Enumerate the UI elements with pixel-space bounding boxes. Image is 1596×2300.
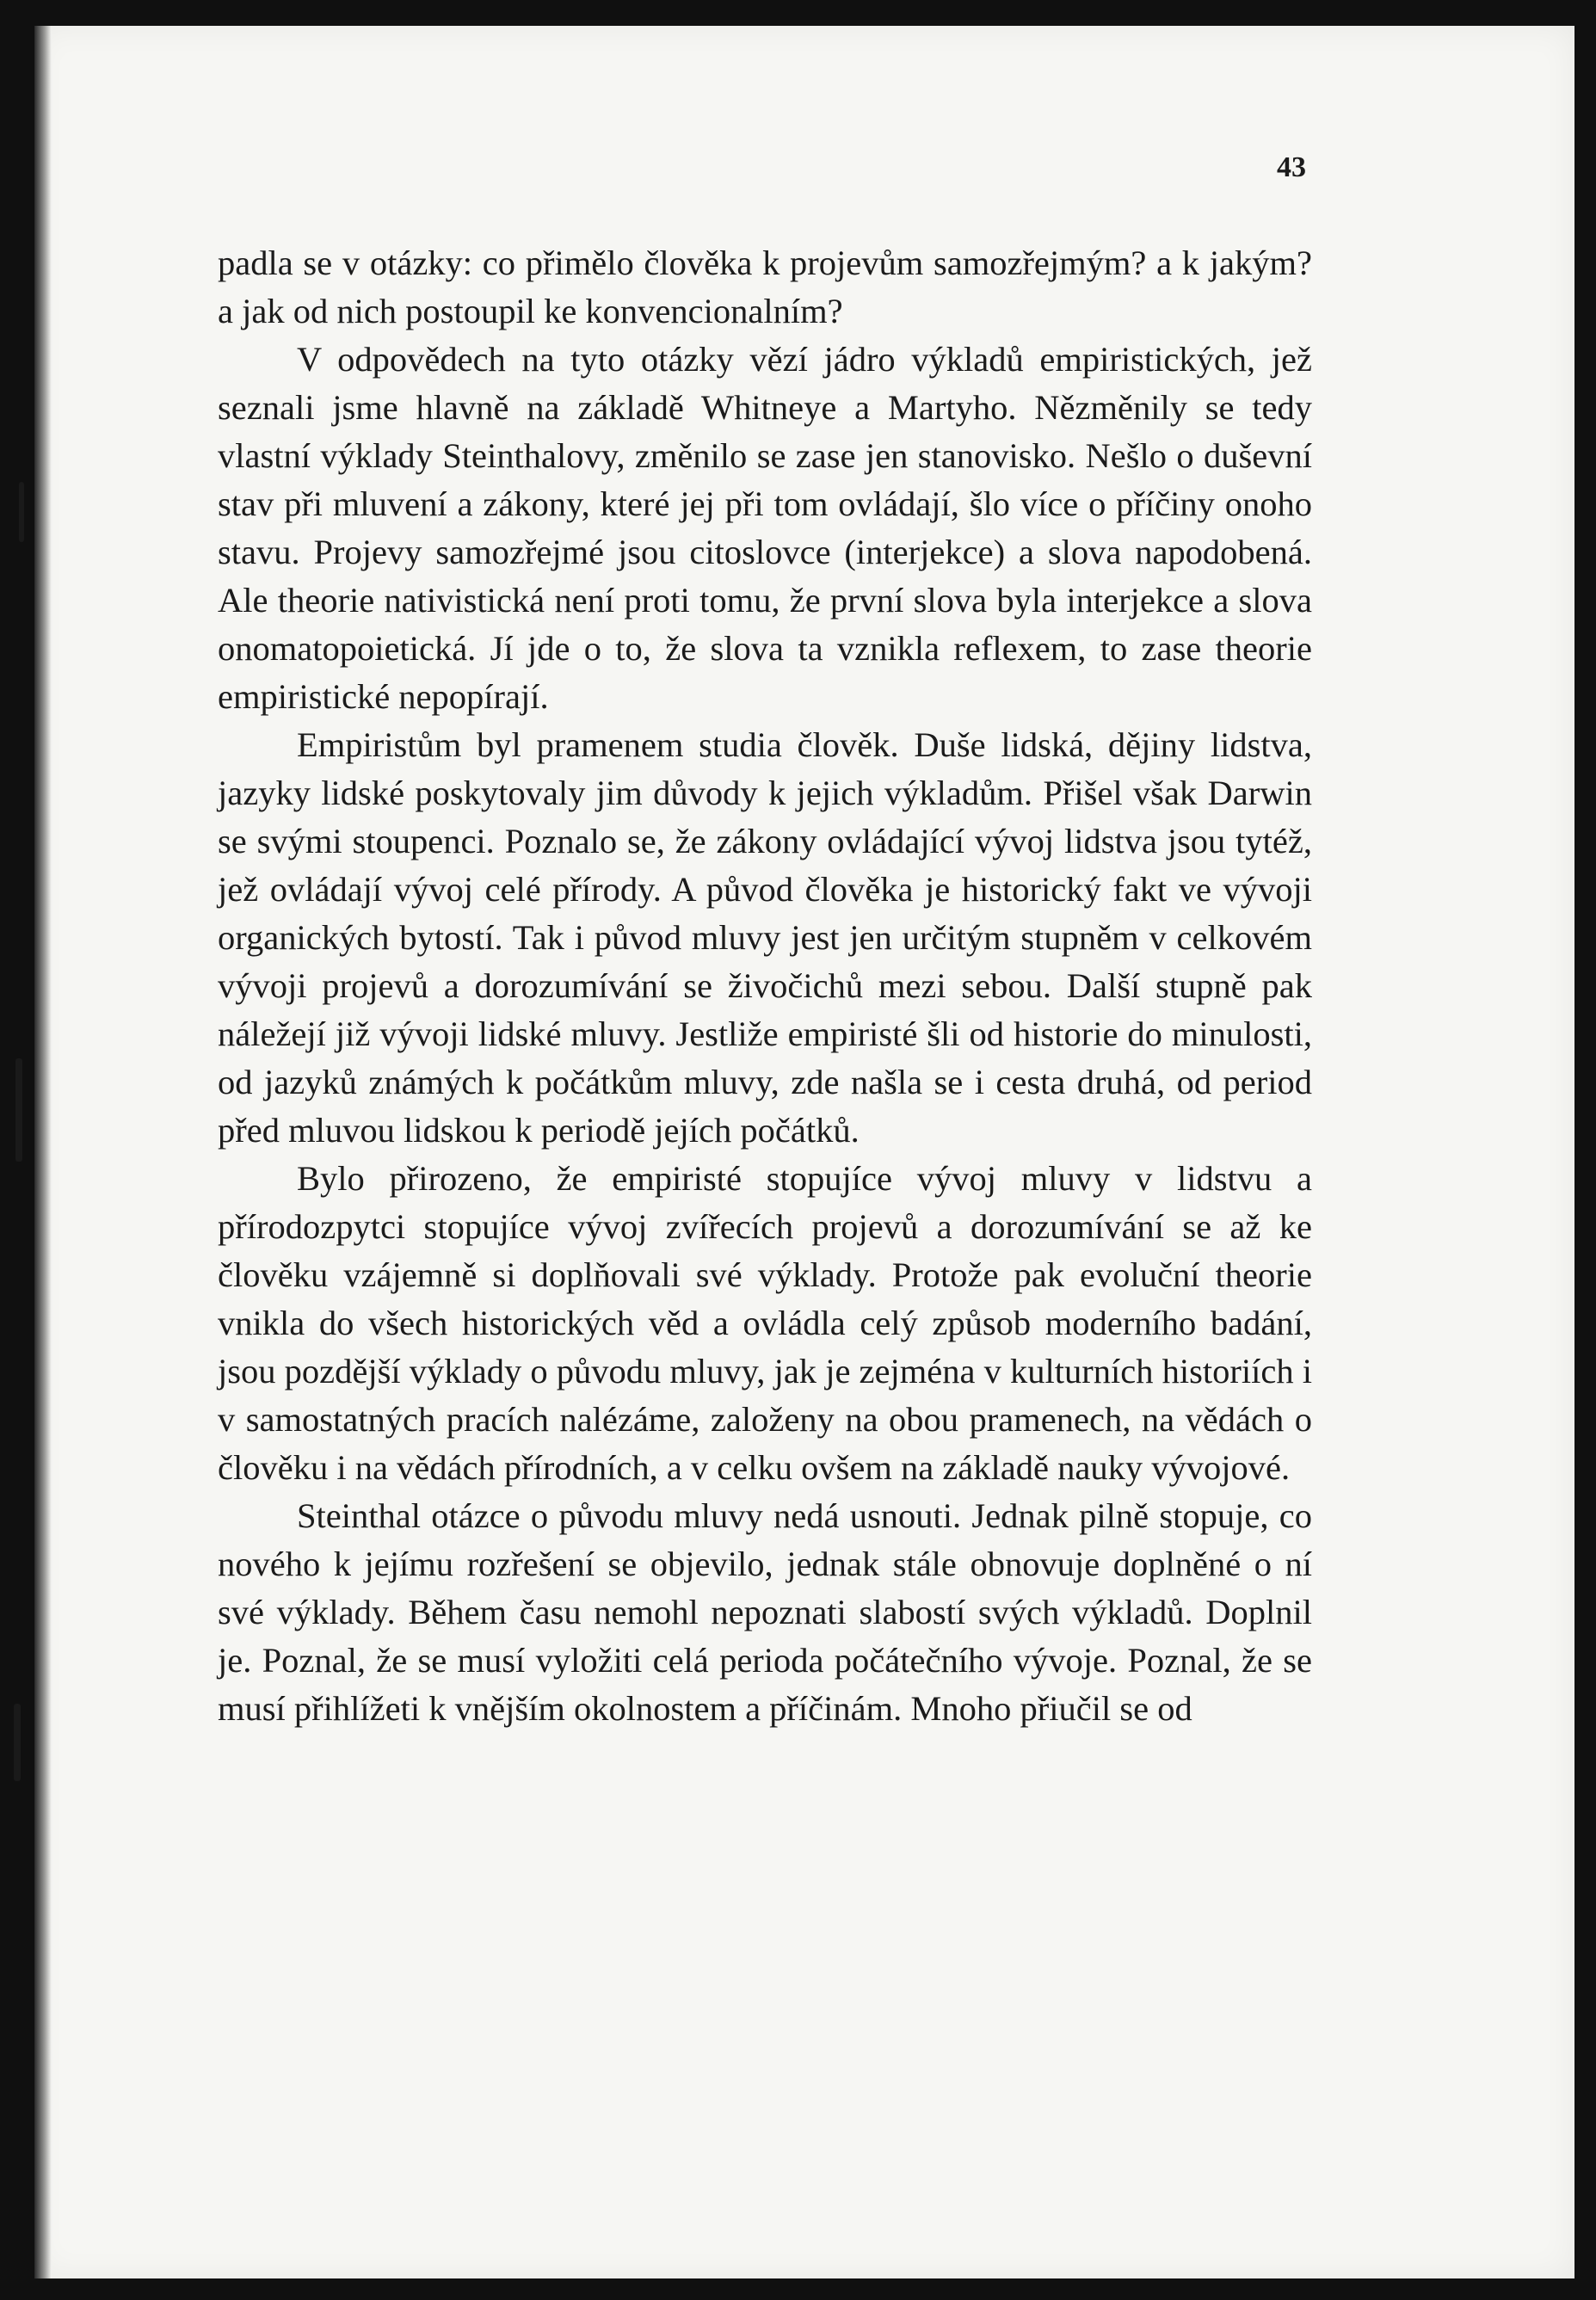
paragraph: Bylo přirozeno, že empiristé stopujíce vývoj mluvy v lidstvu a přírodozpytci stopujíce vývoj zvířecích projevů a dorozumívání se až ke člověku vzájemně si doplňovali své výklady. Protože pak evoluční theorie vnikla do všech historických věd a ovládla celý způsob moderního badání, jsou pozdější výklady o původu mluvy, jak je zejména v kulturních historiích i v samostatných pracích nalézáme, založeny na obou pramenech, na vědách o člověku i na vědách přírodních, a v celku ovšem na základě nauky vývojové. [218,1159,1312,1487]
page-binding-edge [34,26,52,2278]
margin-mark [14,1704,21,1781]
paragraph: Empiristům byl pramenem studia člověk. Duše lidská, dějiny lidstva, jazyky lidské poskytovaly jim důvody k jejich výkladům. Přišel však Darwin se svými stoupenci. Poznalo se, že zákony ovládající vývoj lidstva jsou tytéž, jež ovládají vývoj celé přírody. A původ člověka je historický fakt ve vývoji organických bytostí. Tak i původ mluvy jest jen určitým stupněm v celkovém vývoji projevů a dorozumívání se živočichů mezi sebou. Další stupně pak náležejí již vývoji lidské mluvy. Jestliže empiristé šli od historie do minulosti, od jazyků známých k počátkům mluvy, zde našla se i cesta druhá, od period před mluvou lidskou k periodě jejích počátků. [218,725,1312,1150]
paragraph: Steinthal otázce o původu mluvy nedá usnouti. Jednak pilně stopuje, co nového k jejímu rozřešení se objevilo, jednak stále obnovuje doplněné o ní své výklady. Během času nemohl nepoznati slabostí svých výkladů. Doplnil je. Poznal, že se musí vyložiti celá perioda počátečního vývoje. Poznal, že se musí přihlížeti k vnějším okolnostem a příčinám. Mnoho přiučil se od [218,1496,1312,1728]
margin-mark [15,1058,22,1162]
margin-mark [19,482,24,542]
body-text [218,239,1312,1733]
paragraph: padla se v otázky: co přimělo člověka k projevům samozřejmým? a k jakým? a jak od nich postoupil ke konvencionalním? [218,244,1312,330]
paragraph: V odpovědech na tyto otázky vězí jádro výkladů empiristických, jež seznali jsme hlavně na základě Whitneye a Martyho. Nězměnily se tedy vlastní výklady Steinthalovy, změnilo se zase jen stanovisko. Nešlo o duševní stav při mluvení a zákony, které jej při tom ovládají, šlo více o příčiny onoho stavu. Projevy samozřejmé jsou citoslovce (interjekce) a slova napodobená. Ale theorie nativistická není proti tomu, že první slova byla interjekce a slova onomatopoietická. Jí jde o to, že slova ta vznikla reflexem, to zase theorie empiristické nepopírají. [218,340,1312,716]
page-number: 43 [1277,151,1306,183]
